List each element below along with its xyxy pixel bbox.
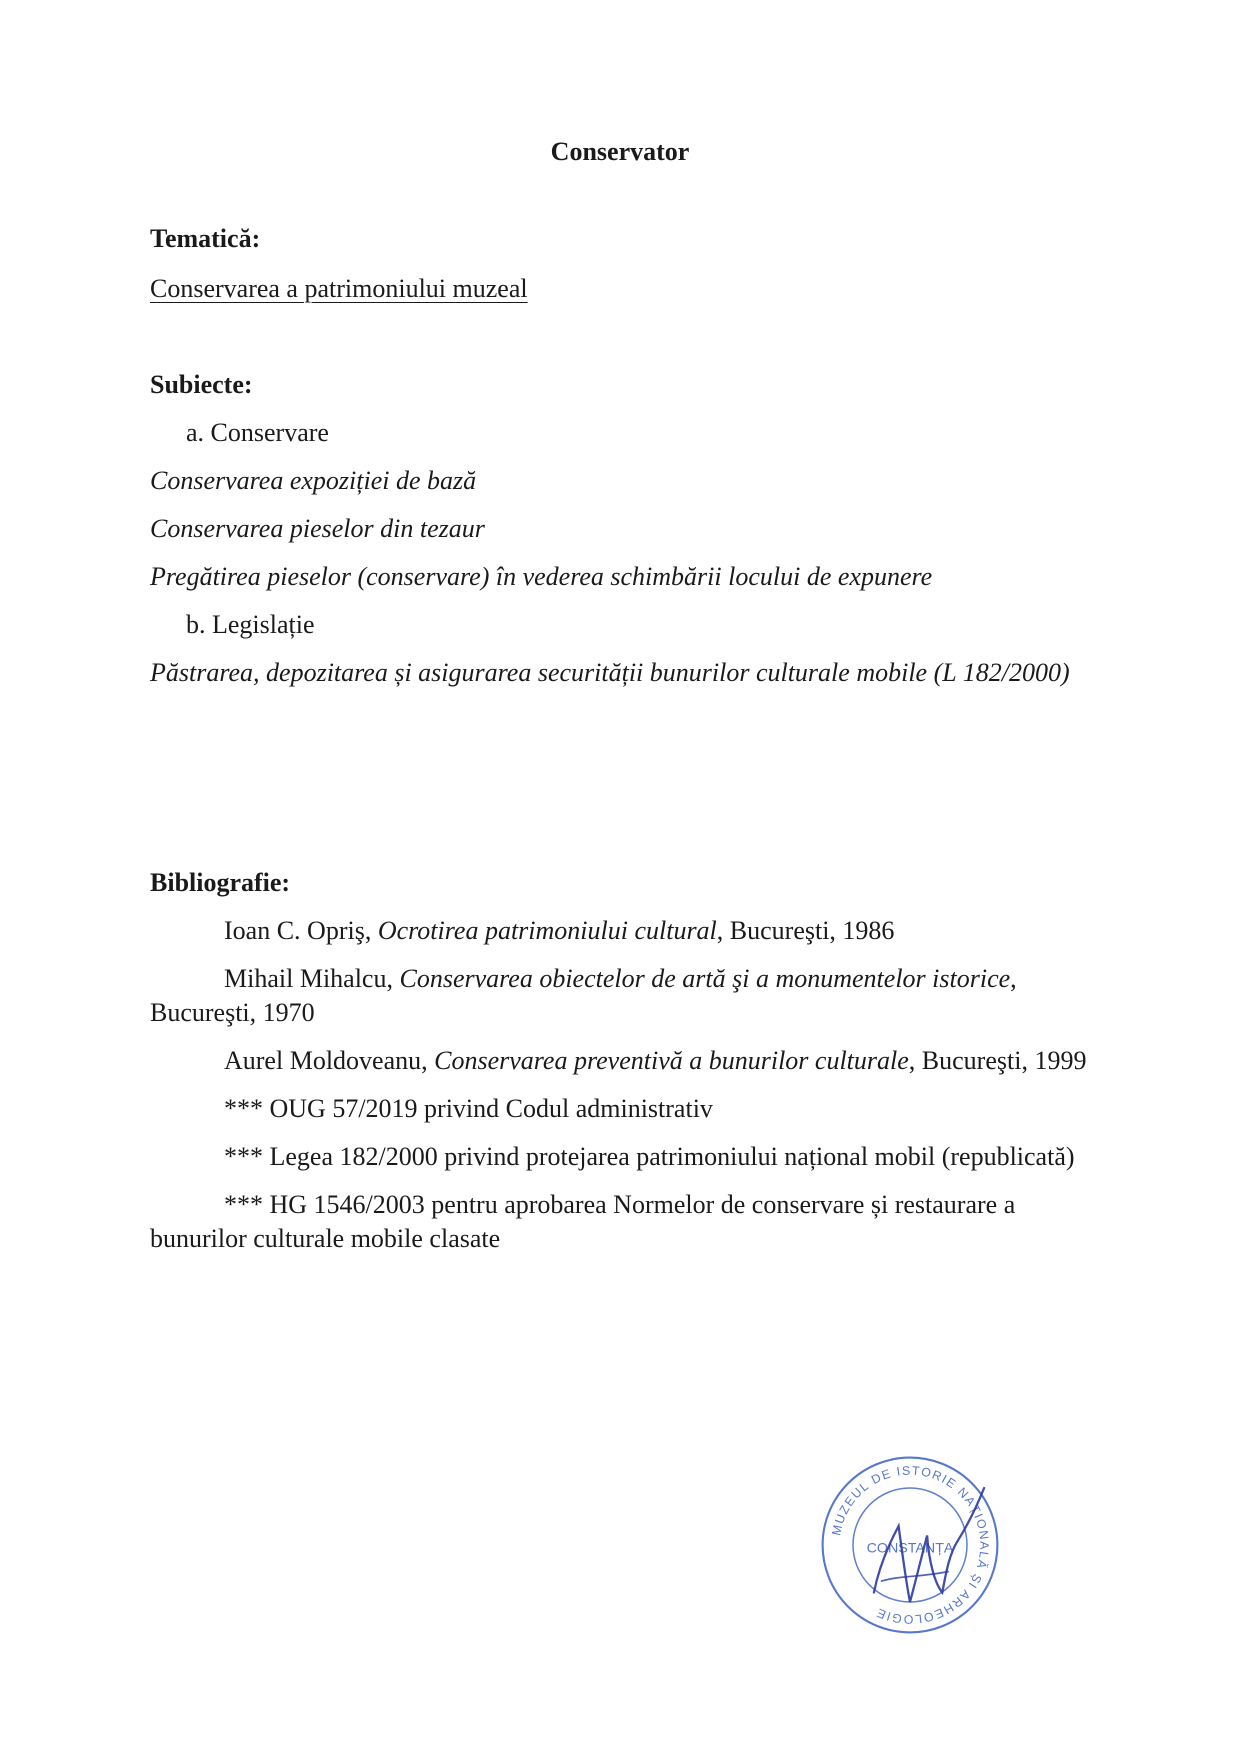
bibliography-entry bbox=[150, 1140, 1090, 1174]
bib-publication: , Bucureşti, 1970 bbox=[150, 964, 1017, 1027]
subject-b-item: Păstrarea, depozitarea și asigurarea securității bunurilor culturale mobile (L 182/2000) bbox=[150, 658, 1070, 687]
bibliography-entry bbox=[150, 914, 1090, 948]
bib-text: *** Legea 182/2000 privind protejarea patrimoniului național mobil (republicată) bbox=[224, 1142, 1075, 1171]
tematica-heading: Tematică: bbox=[150, 224, 261, 253]
subject-a-label: a. Conservare bbox=[186, 418, 329, 447]
bib-title: Conservarea preventivă a bunurilor culturale bbox=[434, 1046, 909, 1075]
bibliografie-heading: Bibliografie: bbox=[150, 868, 291, 897]
bibliography-entry bbox=[150, 962, 1090, 1030]
bibliography-entry bbox=[150, 1044, 1090, 1078]
bib-author: Aurel Moldoveanu, bbox=[224, 1046, 435, 1075]
subject-a-item: Pregătirea pieselor (conservare) în vederea schimbării locului de expunere bbox=[150, 562, 933, 591]
subject-a-item: Conservarea expoziției de bază bbox=[150, 466, 477, 495]
official-stamp bbox=[815, 1450, 1005, 1640]
bib-publication: , Bucureşti, 1986 bbox=[716, 916, 895, 945]
stamp-ring-text: MUZEUL DE ISTORIE NAȚIONALĂ ȘI ARHEOLOGIE bbox=[829, 1463, 992, 1627]
bibliografie-section bbox=[150, 866, 1090, 1256]
bib-text: *** HG 1546/2003 pentru aprobarea Normelor de conservare și restaurare a bunurilor culturale mobile clasate bbox=[150, 1190, 1016, 1253]
bib-text: *** OUG 57/2019 privind Codul administrativ bbox=[224, 1094, 713, 1123]
bib-title: Conservarea obiectelor de artă şi a monumentelor istorice bbox=[399, 964, 1011, 993]
bib-publication: , Bucureşti, 1999 bbox=[908, 1046, 1087, 1075]
bib-author: Ioan C. Opriş, bbox=[224, 916, 378, 945]
subject-b-label: b. Legislație bbox=[186, 610, 315, 639]
tematica-section bbox=[150, 222, 1090, 306]
subiecte-heading: Subiecte: bbox=[150, 370, 253, 399]
bibliography-entry bbox=[150, 1188, 1090, 1256]
tematica-value: Conservarea a patrimoniului muzeal bbox=[150, 274, 528, 303]
document-title: Conservator bbox=[550, 137, 690, 166]
subject-a-item: Conservarea pieselor din tezaur bbox=[150, 514, 485, 543]
bib-author: Mihail Mihalcu, bbox=[224, 964, 400, 993]
bib-title: Ocrotirea patrimoniului cultural bbox=[377, 916, 717, 945]
subiecte-section bbox=[150, 368, 1090, 690]
stamp-center-text: CONSTANȚA bbox=[866, 1540, 954, 1557]
bibliography-entry bbox=[150, 1092, 1090, 1126]
